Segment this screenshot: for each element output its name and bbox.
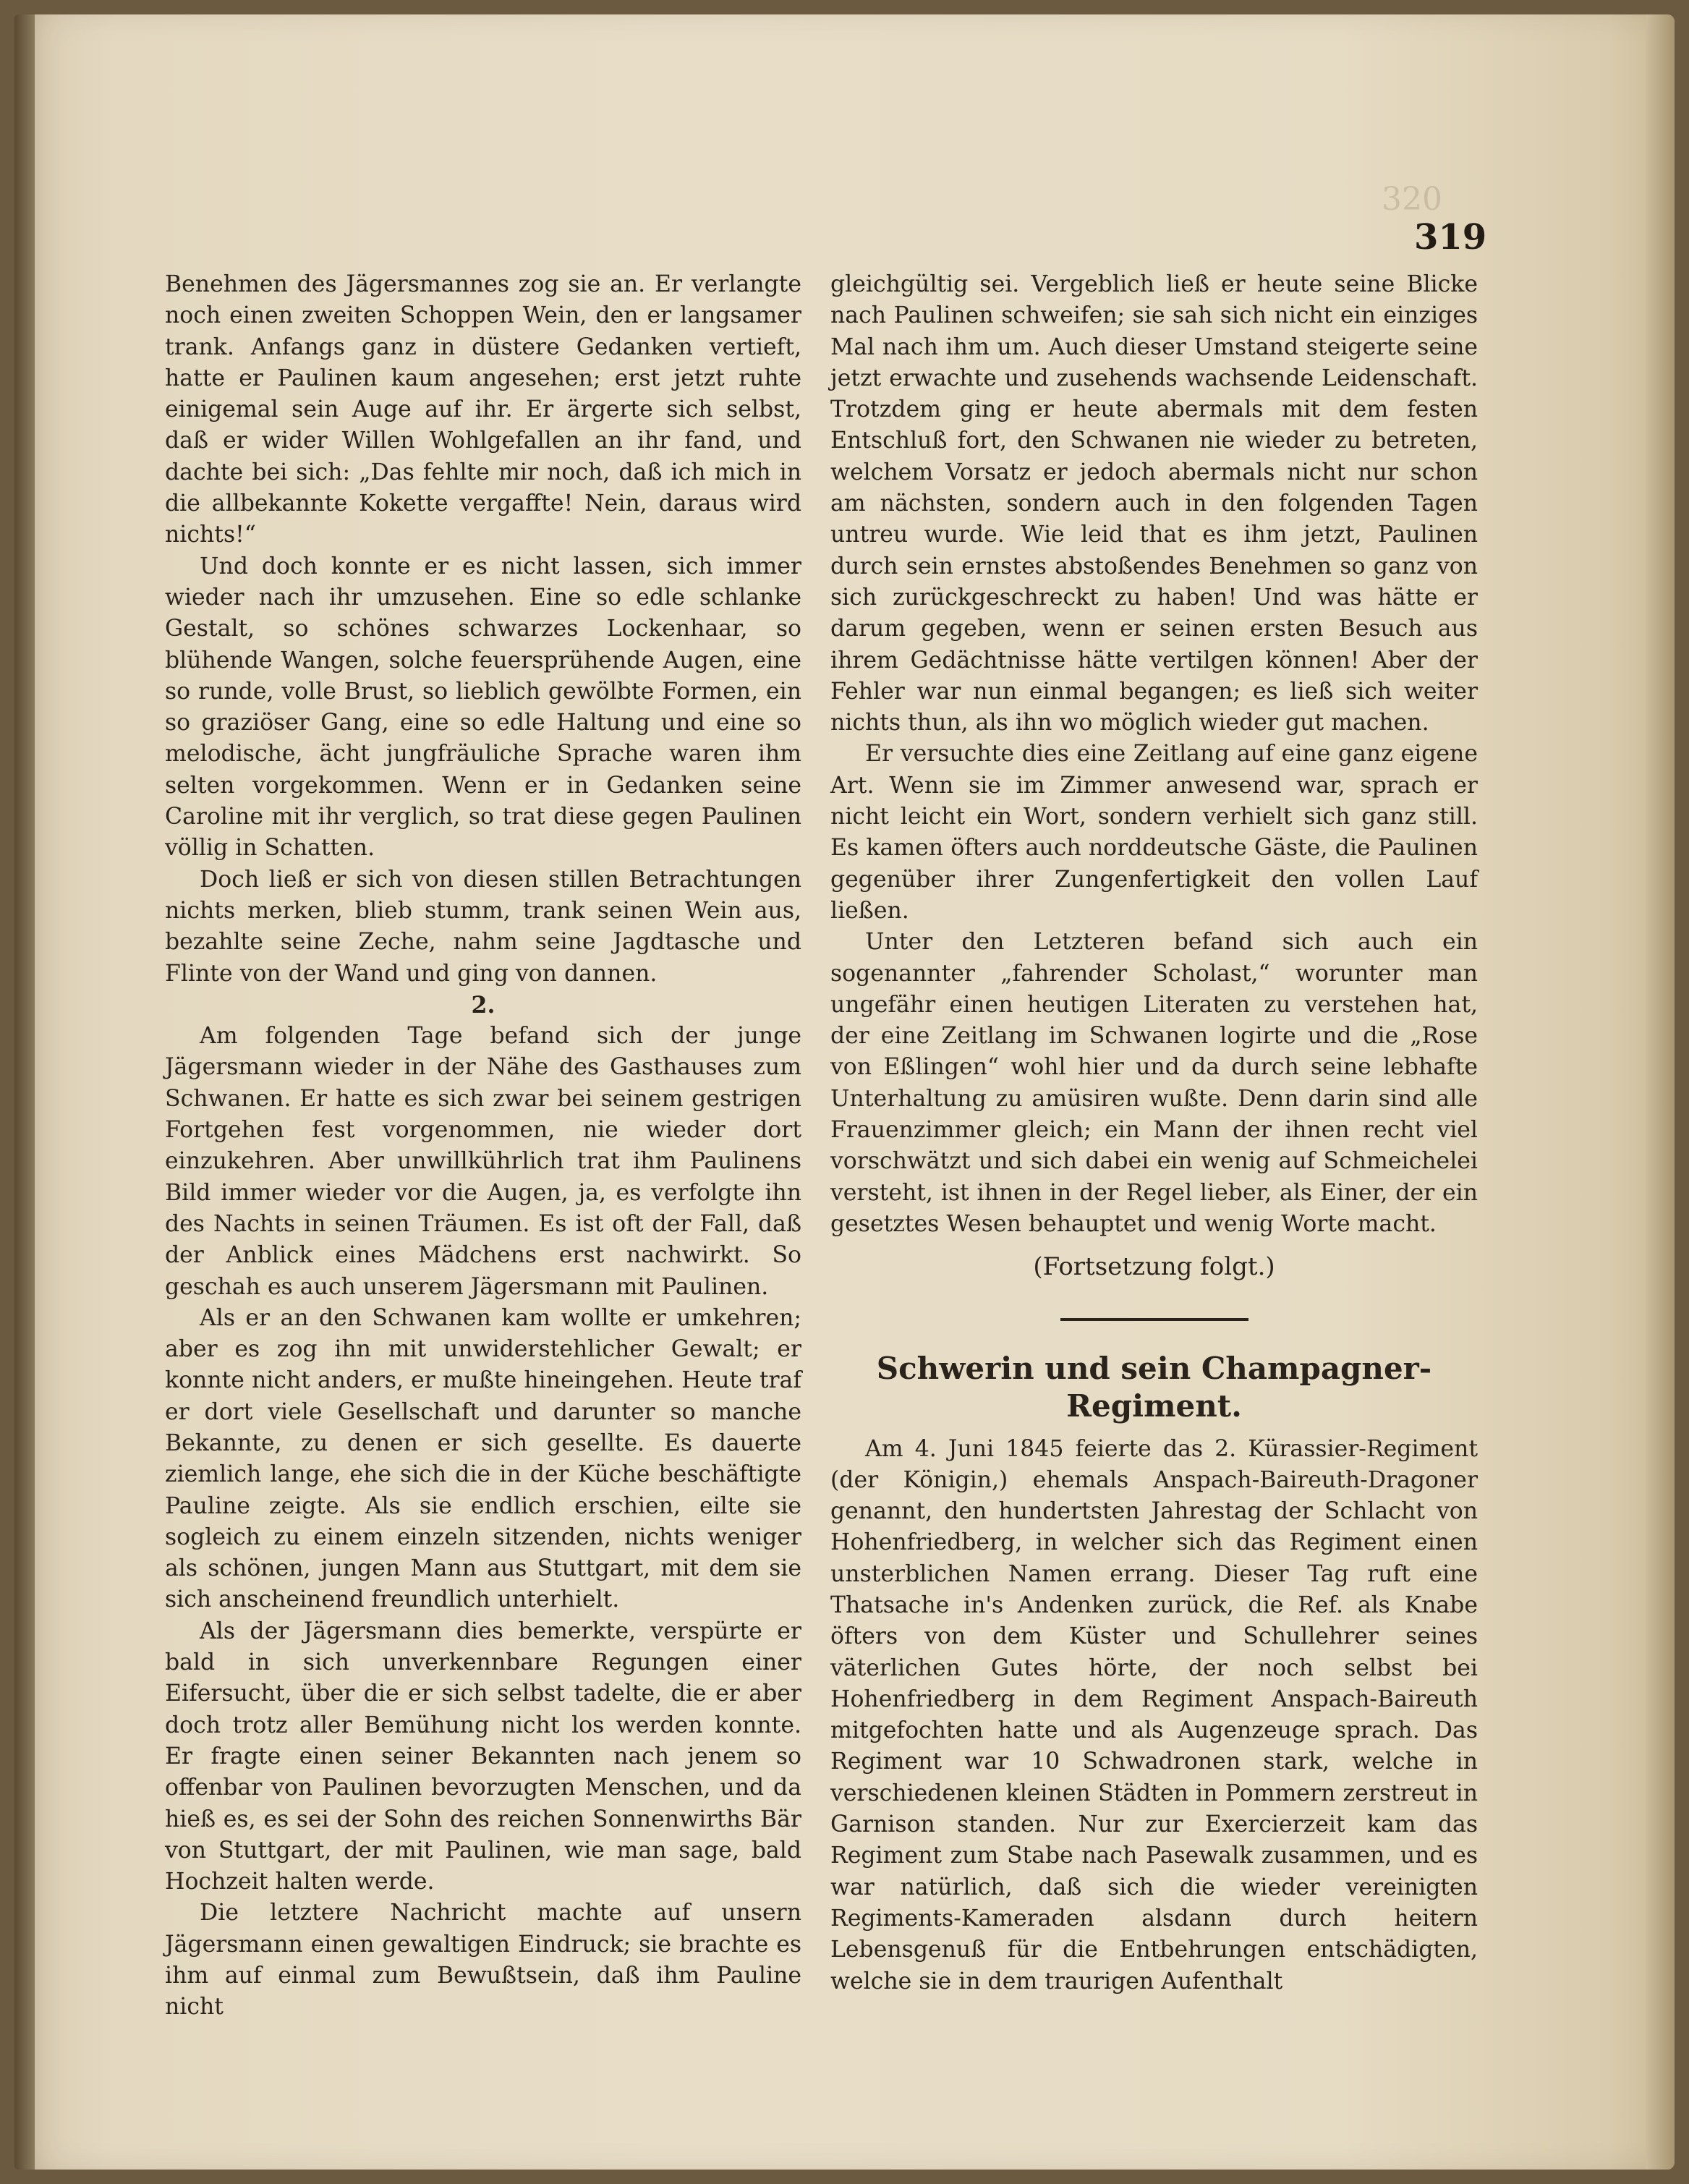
article-title-line: Schwerin und sein Champagner- (876, 1350, 1432, 1386)
scanned-page (14, 14, 1675, 2170)
section-divider (1060, 1318, 1248, 1321)
paragraph: Unter den Letzteren befand sich auch ein sogenannter „fahrender Scholast,“ worunter man ungefähr einen heutigen Literaten zu verstehen hat, der eine Zeitlang im Schwanen logirte und die „Rose von Eßlingen“ wohl hier und da durch seine lebhafte Unterhaltung zu amüsiren wußte. Denn darin sind alle Frauenzimmer gleich; ein Mann der ihnen recht viel vorschwätzt und sich dabei ein wenig auf Schmeichelei versteht, ist ihnen in der Regel lieber, als Einer, der ein gesetztes Wesen behauptet und wenig Worte macht. (830, 929, 1478, 1237)
page-stack-edge (1646, 14, 1675, 2170)
paragraph: Am folgenden Tage befand sich der junge Jägersmann wieder in der Nähe des Gasthauses zum Schwanen. Er hatte es sich zwar bei seinem gestrigen Fortgehen fest vorgenommen, nie wieder dort einzukehren. Aber unwillkührlich trat ihm Paulinens Bild immer wieder vor die Augen, ja, es verfolgte ihn des Nachts in seinen Träumen. Es ist oft der Fall, daß der Anblick eines Mädchens erst nachwirkt. So geschah es auch unserem Jägersmann mit Paulinen. (165, 1023, 801, 1300)
continuation-note: (Fortsetzung folgt.) (1033, 1252, 1275, 1282)
left-column (165, 269, 801, 2023)
bleed-through-page-number: 320 (1382, 181, 1442, 218)
paragraph: Am 4. Juni 1845 feierte das 2. Kürassier-Regiment (der Königin,) ehemals Anspach-Baireuth-Dragoner genannt, den hundertsten Jahrestag der Schlacht von Hohenfriedberg, in welcher sich das Regiment einen unsterblichen Namen errang. Dieser Tag ruft eine Thatsache in's Andenken zurück, die Ref. als Knabe öfters von dem Küster und Schullehrer seines väterlichen Gutes hörte, der noch selbst bei Hohenfriedberg in dem Regiment Anspach-Baireuth mitgefochten hatte und als Augenzeuge sprach. Das Regiment war 10 Schwadronen stark, welche in verschiedenen kleinen Städten in Pommern zerstreut in Garnison standen. Nur zur Exercierzeit kam das Regiment zum Stabe nach Pasewalk zusammen, und es war natürlich, daß sich die wieder vereinigten Regiments-Kameraden alsdann durch heitern Lebensgenuß für die Entbehrungen entschädigten, welche sie in dem traurigen Aufenthalt (830, 1435, 1478, 1994)
paragraph: Benehmen des Jägersmannes zog sie an. Er verlangte noch einen zweiten Schoppen Wein, den er langsamer trank. Anfangs ganz in düstere Gedanken vertieft, hatte er Paulinen kaum angesehen; erst jetzt ruhte einigemal sein Auge auf ihr. Er ärgerte sich selbst, daß er wider Willen Wohlgefallen an ihr fand, und dachte bei sich: „Das fehlte mir noch, daß ich mich in die allbekannte Kokette vergaffte! Nein, daraus wird nichts!“ (165, 271, 801, 548)
paragraph: Und doch konnte er es nicht lassen, sich immer wieder nach ihr umzusehen. Eine so edle schlanke Gestalt, so schönes schwarzes Lockenhaar, so blühende Wangen, solche feuersprühende Augen, eine so runde, volle Brust, so lieblich gewölbte Formen, ein so graziöser Gang, eine so edle Haltung und eine so melodische, ächt jungfräuliche Sprache waren ihm selten vorgekommen. Wenn er in Gedanken seine Caroline mit ihr verglich, so trat diese gegen Paulinen völlig in Schatten. (165, 553, 801, 862)
paragraph: gleichgültig sei. Vergeblich ließ er heute seine Blicke nach Paulinen schweifen; sie sah sich nicht ein einziges Mal nach ihm um. Auch dieser Umstand steigerte seine jetzt erwachte und zusehends wachsende Leidenschaft. Trotzdem ging er heute abermals mit dem festen Entschluß fort, den Schwanen nie wieder zu betreten, welchem Vorsatz er jedoch abermals nicht nur schon am nächsten, sondern auch in den folgenden Tagen untreu wurde. Wie leid that es ihm jetzt, Paulinen durch sein ernstes abstoßendes Benehmen so ganz von sich zurückgeschreckt zu haben! Und was hätte er darum gegeben, wenn er seinen ersten Besuch aus ihrem Gedächtnisse hätte vertilgen können! Aber der Fehler war nun einmal begangen; es ließ sich weiter nichts thun, als ihn wo möglich wieder gut machen. (830, 271, 1478, 736)
paragraph: Als er an den Schwanen kam wollte er umkehren; aber es zog ihn mit unwiderstehlicher Gewalt; er konnte nicht anders, er mußte hineingehen. Heute traf er dort viele Gesellschaft und darunter so manche Bekannte, zu denen er sich gesellte. Es dauerte ziemlich lange, ehe sich die in der Küche beschäftigte Pauline zeigte. Als sie endlich erschien, eilte sie sogleich zu einem einzeln sitzenden, nichts weniger als schönen, jungen Mann aus Stuttgart, mit dem sie sich anscheinend freundlich unterhielt. (165, 1304, 801, 1613)
page-number: 319 (1414, 217, 1487, 258)
right-column (830, 269, 1478, 1997)
paragraph: Doch ließ er sich von diesen stillen Betrachtungen nichts merken, blieb stumm, trank seinen Wein aus, bezahlte seine Zeche, nahm seine Jagdtasche und Flinte von der Wand und ging von dannen. (165, 866, 801, 987)
article-title-line: Regiment. (1066, 1388, 1242, 1424)
paragraph: Die letztere Nachricht machte auf unsern Jägersmann einen gewaltigen Eindruck; sie brachte es ihm auf einmal zum Bewußtsein, daß ihm Pauline nicht (165, 1900, 801, 2021)
paragraph: Als der Jägersmann dies bemerkte, verspürte er bald in sich unverkennbare Regungen einer Eifersucht, über die er sich selbst tadelte, die er aber doch trotz aller Bemühung nicht los werden konnte. Er fragte einen seiner Bekannten nach jenem so offenbar von Paulinen bevorzugten Menschen, und da hieß es, es sei der Sohn des reichen Sonnenwirths Bär von Stuttgart, der mit Paulinen, wie man sage, bald Hochzeit halten werde. (165, 1618, 801, 1895)
article-title (830, 1350, 1478, 1425)
binding-edge (14, 14, 35, 2170)
section-number: 2. (471, 991, 495, 1019)
paragraph: Er versuchte dies eine Zeitlang auf eine ganz eigene Art. Wenn sie im Zimmer anwesend war, sprach er nicht leicht ein Wort, sondern verhielt sich ganz still. Es kamen öfters auch norddeutsche Gäste, die Paulinen gegenüber ihrer Zungenfertigkeit den vollen Lauf ließen. (830, 741, 1478, 924)
